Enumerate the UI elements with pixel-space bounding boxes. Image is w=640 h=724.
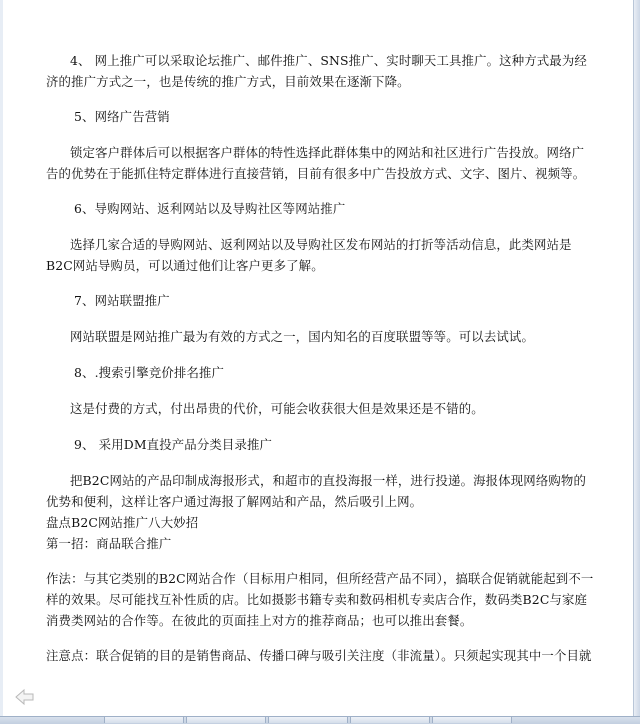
document-page	[46, 50, 594, 666]
window-left-frame	[0, 0, 3, 723]
paragraph-shopping-guide: 选择几家合适的导购网站、返利网站以及导购社区发布网站的打折等活动信息，此类网站是B2C网站导购员，可以通过他们让客户更多了解。	[46, 237, 572, 273]
taskbar-tab[interactable]	[268, 717, 348, 723]
window-top-frame	[0, 0, 640, 16]
taskbar-tab[interactable]	[104, 717, 184, 723]
heading-5: 5、网络广告营销	[74, 109, 170, 124]
window-right-frame	[633, 0, 640, 723]
subheading-eight-tips: 盘点B2C网站推广八大妙招	[46, 515, 199, 530]
taskbar-tab[interactable]	[186, 717, 266, 723]
paragraph-paid-search: 这是付费的方式，付出昂贵的代价，可能会收获很大但是效果还是不错的。	[70, 401, 484, 416]
heading-9: 9、 采用DM直投产品分类目录推广	[74, 437, 273, 452]
paragraph-method: 作法：与其它类别的B2C网站合作（目标用户相同，但所经营产品不同），搞联合促销就能起到不一样的效果。尽可能找互补性质的店。比如摄影书籍专卖和数码相机专卖店合作，数码类B2C与家庭消费类网站的合作等。在彼此的页面挂上对方的推荐商品；也可以推出套餐。	[46, 571, 594, 628]
taskbar-tab[interactable]	[350, 717, 430, 723]
heading-7: 7、网站联盟推广	[74, 293, 170, 308]
subheading-first-tip: 第一招：商品联合推广	[46, 536, 172, 551]
taskbar-tab[interactable]	[432, 717, 512, 723]
heading-8: 8、.搜索引擎竞价排名推广	[74, 365, 225, 380]
paragraph-item-4: 4、 网上推广可以采取论坛推广、邮件推广、SNS推广、实时聊天工具推广。这种方式最为经济的推广方式之一，也是传统的推广方式，目前效果在逐渐下降。	[46, 53, 587, 89]
paragraph-affiliate: 网站联盟是网站推广最为有效的方式之一，国内知名的百度联盟等等。可以去试试。	[70, 329, 535, 344]
paragraph-notes: 注意点：联合促销的目的是销售商品、传播口碑与吸引关注度（非流量）。只须起实现其中一个目就	[46, 648, 592, 663]
heading-6: 6、导购网站、返利网站以及导购社区等网站推广	[74, 201, 346, 216]
paragraph-network-ads: 锁定客户群体后可以根据客户群体的特性选择此群体集中的网站和社区进行广告投放。网络广告的优势在于能抓住特定群体进行直接营销，目前有很多中广告投放方式、文字、图片、视频等。	[46, 145, 586, 181]
back-arrow-icon[interactable]	[15, 688, 35, 706]
paragraph-dm-poster: 把B2C网站的产品印制成海报形式，和超市的直投海报一样，进行投递。海报体现网络购物的优势和便利，这样让客户通过海报了解网站和产品，然后吸引上网。	[46, 473, 587, 509]
